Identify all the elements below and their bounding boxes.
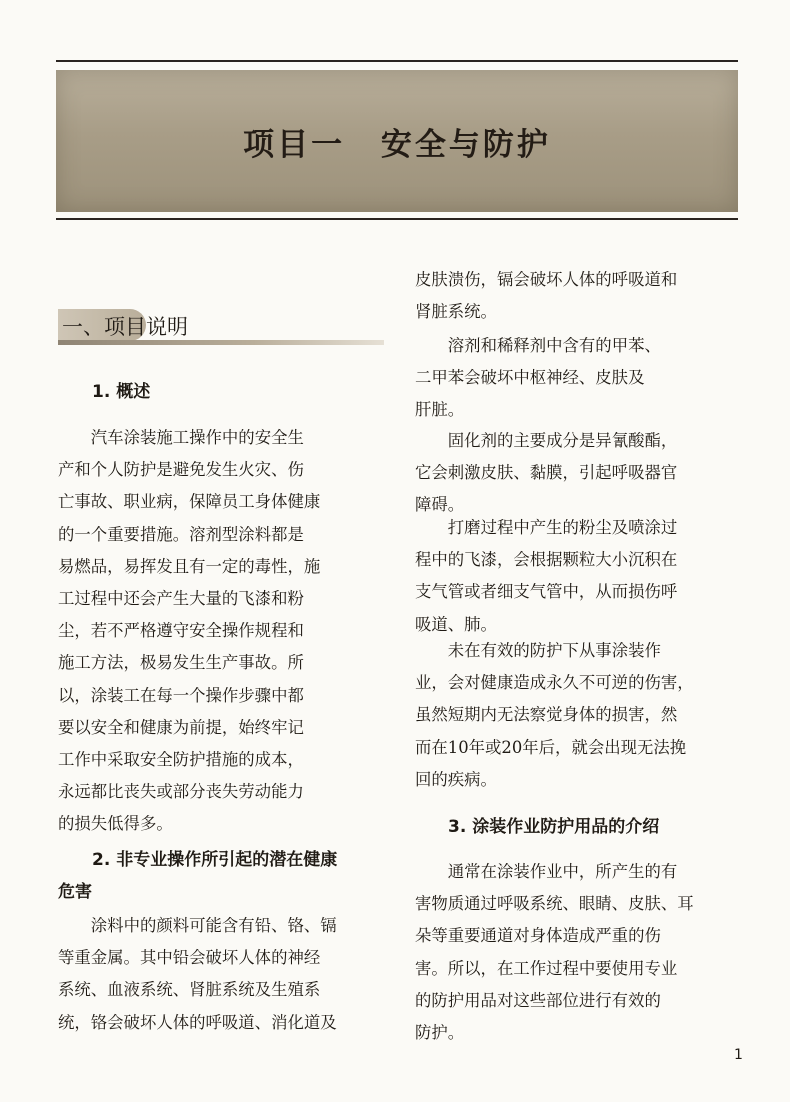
text-line: 产和个人防护是避免发生火灾、伤	[58, 460, 304, 480]
text-line: 朵等重要通道对身体造成严重的伤	[415, 926, 661, 946]
text-line: 尘，若不严格遵守安全操作规程和	[58, 621, 304, 641]
text-line: 打磨过程中产生的粉尘及喷涂过	[447, 518, 678, 537]
text-line: 肾脏系统。	[415, 302, 497, 322]
text-line: 支气管或者细支气管中，从而损伤呼	[415, 582, 678, 602]
section-header	[58, 307, 384, 343]
text-line: 涂料中的颜料可能含有铅、铬、镉	[90, 916, 337, 935]
paragraph-hardener	[415, 425, 741, 522]
text-line: 工作中采取安全防护措施的成本，	[58, 750, 304, 770]
text-line: 而在10年或20年后，就会出现无法挽	[415, 737, 687, 757]
text-line: 的损失低得多。	[58, 814, 173, 834]
page-number: 1	[734, 1047, 743, 1063]
text-line: 的防护用品对这些部位进行有效的	[415, 990, 661, 1010]
text-line: 程中的飞漆，会根据颗粒大小沉积在	[415, 550, 678, 570]
text-line: 防护。	[415, 1023, 465, 1043]
text-line: 未在有效的防护下从事涂装作	[447, 641, 661, 660]
text-line: 溶剂和稀释剂中含有的甲苯、	[447, 336, 661, 355]
text-line: 通常在涂装作业中，所产生的有	[447, 862, 678, 881]
text-line: 汽车涂装施工操作中的安全生	[90, 428, 304, 447]
paragraph-continued	[415, 264, 741, 328]
text-line: 系统、血液系统、肾脏系统及生殖系	[58, 980, 321, 1000]
text-line: 等重金属。其中铅会破坏人体的神经	[58, 948, 321, 968]
paragraph-unprotected	[415, 635, 741, 796]
text-line: 障碍。	[415, 495, 465, 515]
text-line: 固化剂的主要成分是异氰酸酯，	[447, 431, 678, 450]
text-line: 以，涂装工在每一个操作步骤中都	[58, 685, 304, 705]
text-line: 它会刺激皮肤、黏膜，引起呼吸器官	[415, 463, 678, 483]
header-top-rule	[56, 60, 738, 62]
text-line: 二甲苯会破坏中枢神经、皮肤及	[415, 368, 645, 388]
subsection-3-title: 3. 涂装作业防护用品的介绍	[448, 817, 660, 837]
text-line: 皮肤溃伤，镉会破坏人体的呼吸道和	[415, 270, 678, 289]
text-line: 回的疾病。	[415, 769, 497, 789]
paragraph-solvent	[415, 330, 741, 427]
text-line: 施工方法，极易发生生产事故。所	[58, 653, 304, 673]
paragraph-protective-equipment	[415, 856, 741, 1049]
section-title: 一、项目说明	[62, 315, 188, 339]
text-line: 害物质通过呼吸系统、眼睛、皮肤、耳	[415, 894, 694, 914]
paragraph-dust	[415, 512, 741, 641]
header-bottom-rule	[56, 218, 738, 220]
text-line: 肝脏。	[415, 400, 465, 420]
text-line: 工过程中还会产生大量的飞漆和粉	[58, 589, 304, 609]
text-line: 吸道、肺。	[415, 614, 497, 634]
text-line: 要以安全和健康为前提，始终牢记	[58, 717, 304, 737]
paragraph-overview	[58, 422, 384, 841]
text-line: 永远都比丧失或部分丧失劳动能力	[58, 782, 304, 802]
chapter-banner	[56, 70, 738, 212]
chapter-title: 项目一 安全与防护	[243, 127, 551, 163]
text-line: 易燃品，易挥发且有一定的毒性，施	[58, 556, 321, 576]
text-line: 统，铬会破坏人体的呼吸道、消化道及	[58, 1012, 337, 1032]
text-line: 亡事故、职业病，保障员工身体健康	[58, 492, 321, 512]
paragraph-pigments	[58, 910, 384, 1039]
text-line: 的一个重要措施。溶剂型涂料都是	[58, 524, 304, 544]
subsection-2-title-line1: 2. 非专业操作所引起的潜在健康	[92, 850, 338, 870]
text-line: 虽然短期内无法察觉身体的损害，然	[415, 705, 678, 725]
text-line: 业，会对健康造成永久不可逆的伤害，	[415, 673, 694, 693]
subsection-2-title-line2: 危害	[58, 882, 92, 902]
subsection-1-title: 1. 概述	[92, 382, 151, 402]
text-line: 害。所以，在工作过程中要使用专业	[415, 958, 678, 978]
